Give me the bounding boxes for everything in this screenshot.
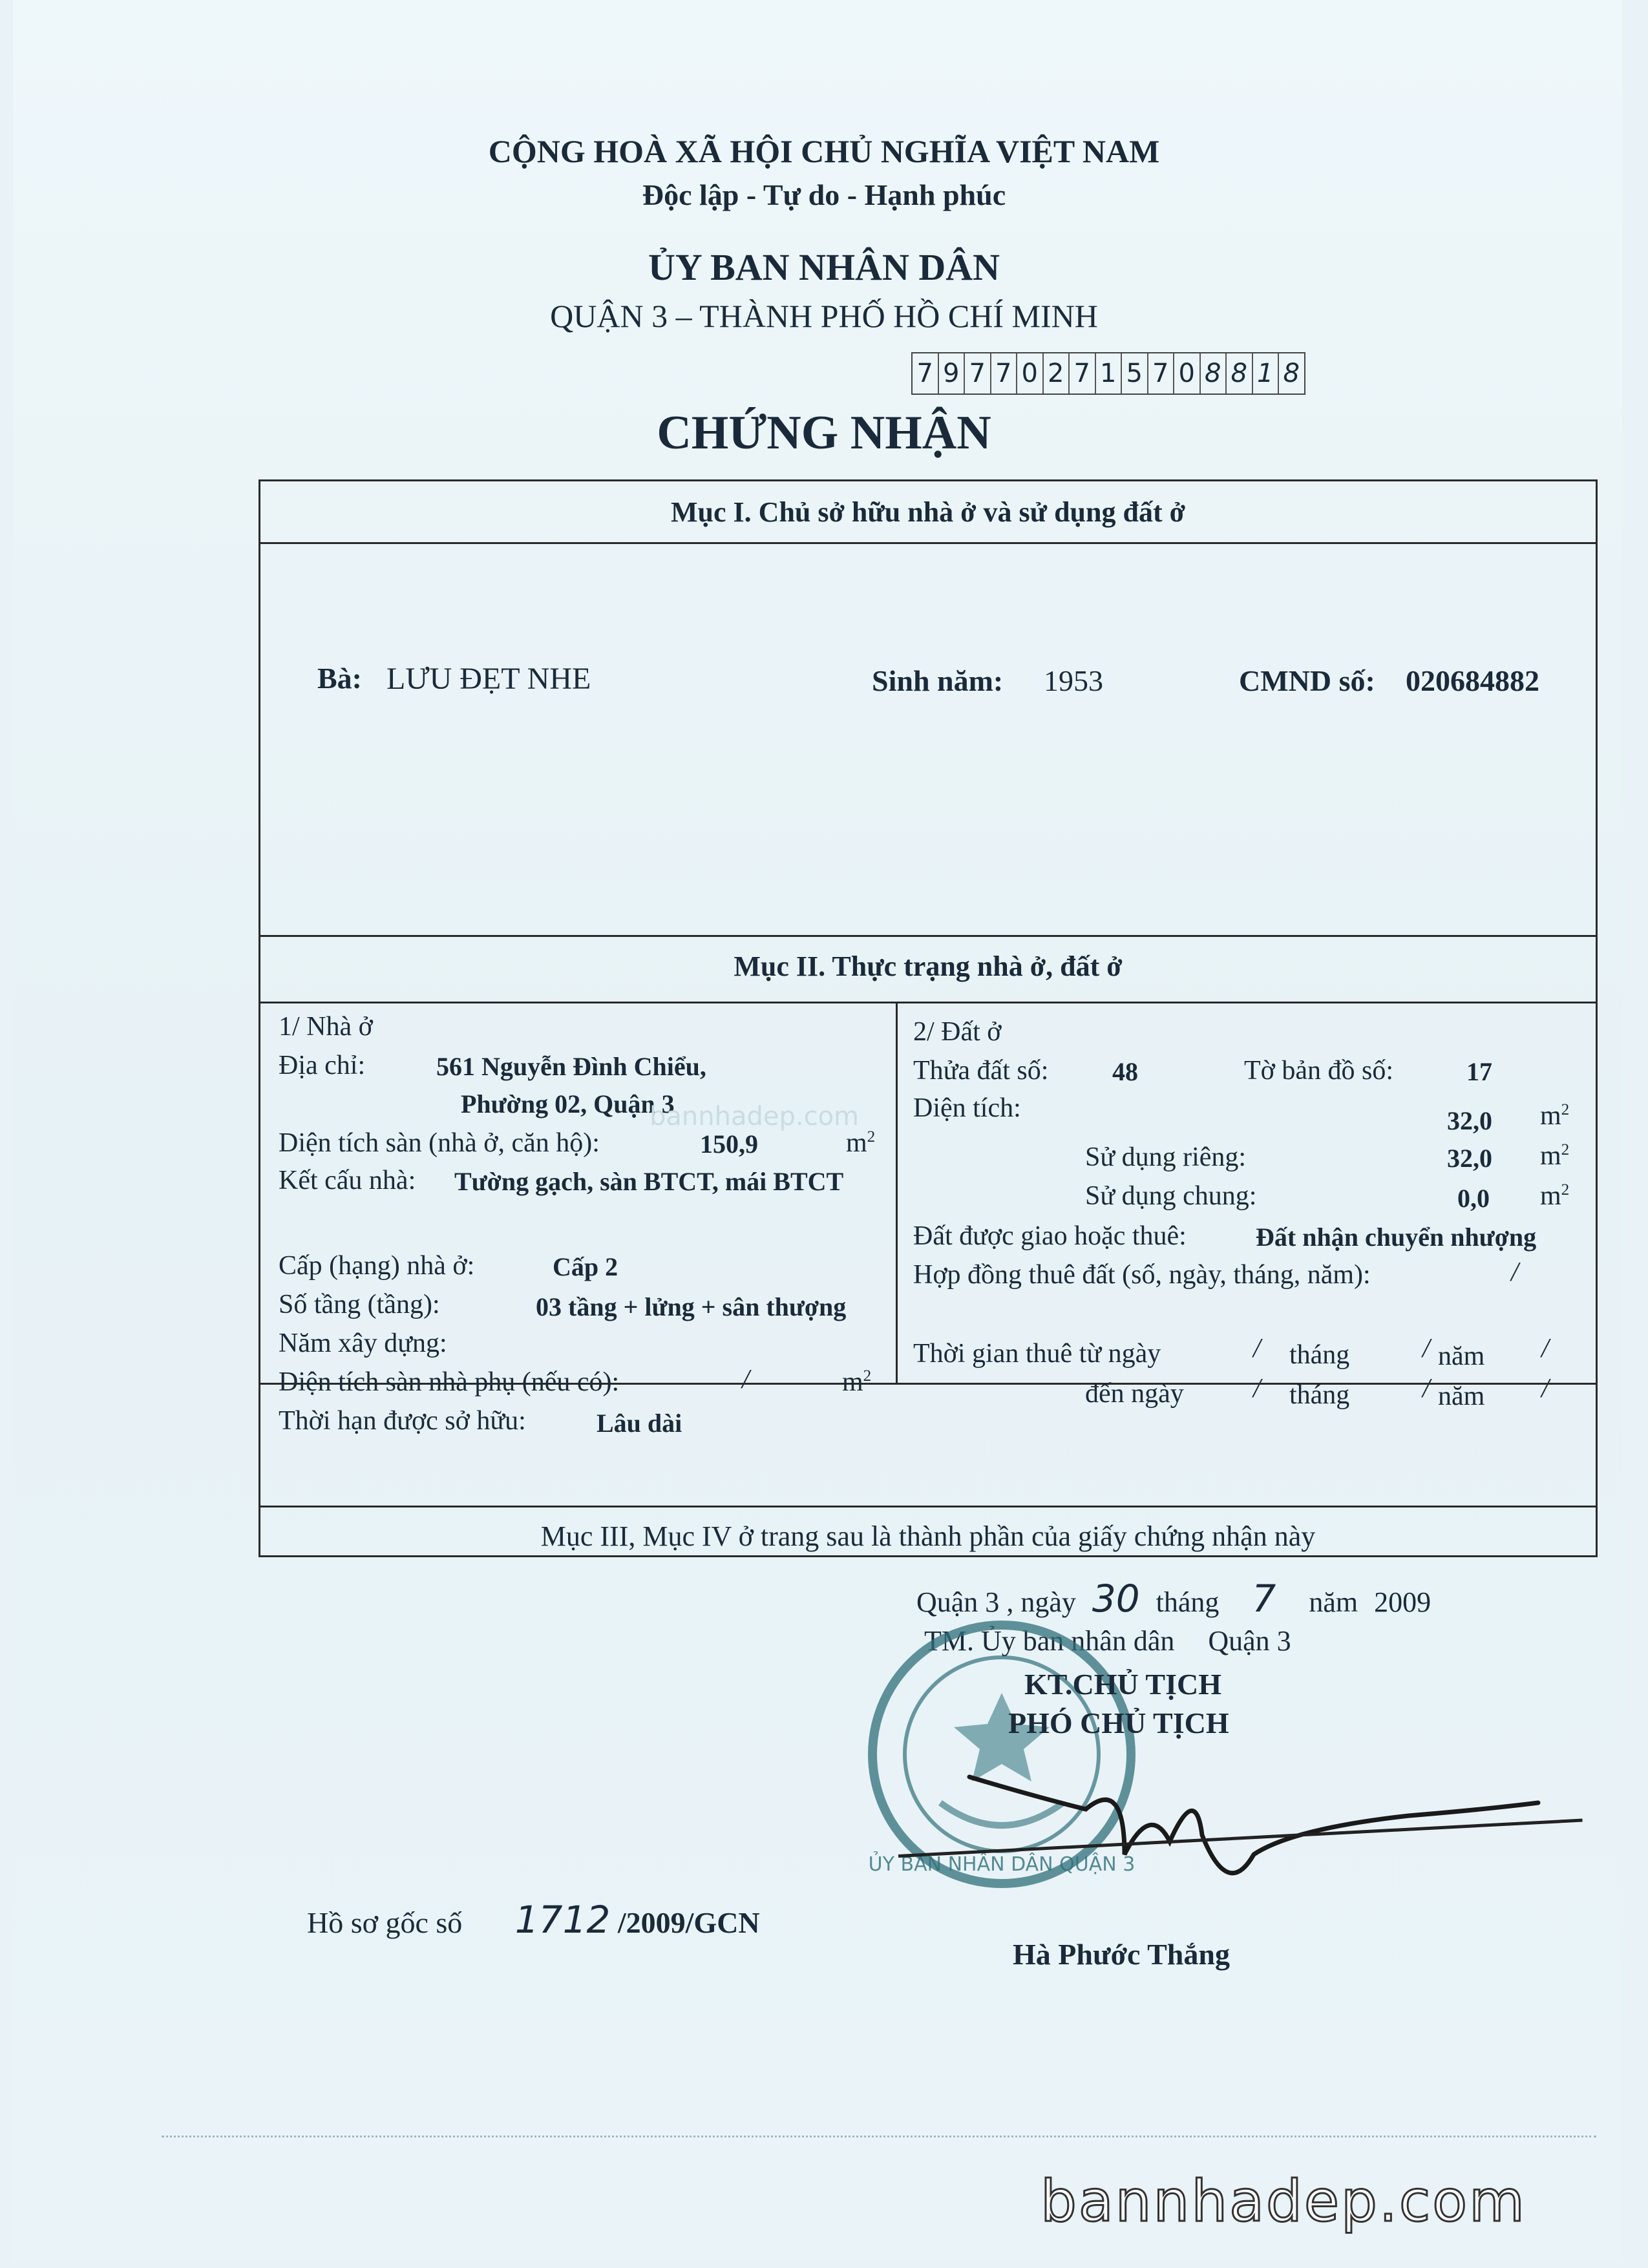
aux-area-unit: $m^2$: [842, 1367, 872, 1397]
site-watermark: bannhadep.com: [1041, 2168, 1527, 2234]
date-line: Quận 3 , ngày 30 tháng 7 năm 2009: [916, 1577, 1431, 1621]
lease-from-label: Thời gian thuê từ ngày: [913, 1339, 1161, 1369]
serial-digit: 8: [1283, 359, 1300, 388]
serial-digit: 1: [1253, 353, 1280, 394]
structure-value: Tường gạch, sàn BTCT, mái BTCT: [454, 1167, 844, 1196]
birth-year: 1953: [1044, 664, 1103, 697]
private-use-label: Sử dụng riêng:: [1085, 1142, 1247, 1172]
tenure-label: Thời hạn được sở hữu:: [279, 1406, 526, 1436]
motto: Độc lập - Tự do - Hạnh phúc: [642, 178, 1006, 211]
serial-digit: 0: [1017, 353, 1044, 394]
address-line-2: Phường 02, Quận 3: [461, 1089, 675, 1118]
floor-area-unit: $m^2$: [846, 1128, 876, 1158]
section-2-title: Mục II. Thực trạng nhà ở, đất ở: [734, 950, 1123, 982]
lease-to-year-label: năm: [1438, 1381, 1485, 1411]
divider: [260, 542, 1596, 544]
serial-digit: 7: [991, 353, 1018, 394]
record-number: Hồ sơ gốc số 1712 /2009/GCN: [307, 1898, 760, 1942]
serial-digit: 7: [1148, 353, 1175, 394]
allocation-label: Đất được giao hoặc thuê:: [913, 1221, 1187, 1251]
lease-from-day: /: [1253, 1334, 1261, 1363]
owner-name: LƯU ĐẸT NHE: [386, 662, 591, 696]
lease-to-month: /: [1422, 1374, 1430, 1403]
map-sheet-value: 17: [1466, 1057, 1492, 1086]
serial-digit: 1: [1096, 353, 1123, 394]
structure-label: Kết cấu nhà:: [279, 1166, 416, 1195]
aux-area-label: Diện tích sàn nhà phụ (nếu có):: [279, 1367, 620, 1397]
on-behalf: TM. Ủy ban nhân dân Quận 3: [924, 1625, 1291, 1657]
divider: [260, 935, 1596, 937]
serial-digit: 7: [965, 353, 991, 394]
land-area-label: Diện tích:: [913, 1093, 1021, 1123]
house-heading: 1/ Nhà ở: [279, 1012, 373, 1042]
signature-scribble: [956, 1758, 1564, 1926]
common-use-unit: $m^2$: [1540, 1181, 1570, 1211]
authority-heading: ỦY BAN NHÂN DÂN: [648, 246, 1000, 288]
grade-value: Cấp 2: [553, 1252, 618, 1281]
divider: [260, 1002, 1596, 1003]
role-line-1: KT.CHỦ TỊCH: [1024, 1668, 1222, 1701]
stamp-text: ỦY BAN NHÂN DÂN QUẬN 3: [868, 1853, 1136, 1876]
district-heading: QUẬN 3 – THÀNH PHỐ HỒ CHÍ MINH: [550, 298, 1098, 334]
serial-digit: 7: [913, 353, 939, 394]
serial-digit: 7: [1070, 353, 1096, 394]
land-area-value: 32,0: [1447, 1106, 1492, 1135]
lease-from-year-label: năm: [1438, 1341, 1485, 1371]
serial-digit: 2: [1044, 353, 1070, 394]
lease-to-day: /: [1253, 1374, 1261, 1403]
id-label: CMND số:: [1239, 664, 1375, 697]
address-line-1: 561 Nguyễn Đình Chiểu,: [436, 1052, 706, 1081]
serial-digit: 8: [1227, 353, 1253, 394]
id-number: 020684882: [1406, 664, 1539, 697]
floor-area-value: 150,9: [700, 1129, 758, 1159]
land-area-unit: $m^2$: [1540, 1101, 1570, 1131]
tenure-value: Lâu dài: [597, 1409, 682, 1438]
column-divider: [896, 1002, 898, 1383]
floors-value: 03 tầng + lửng + sân thượng: [536, 1292, 847, 1321]
signer-name: Hà Phước Thắng: [1013, 1938, 1230, 1971]
lease-to-month-label: tháng: [1289, 1380, 1350, 1410]
divider: [259, 1506, 1598, 1507]
lease-to-year: /: [1541, 1374, 1549, 1403]
private-use-value: 32,0: [1447, 1144, 1492, 1173]
parcel-value: 48: [1112, 1057, 1138, 1086]
small-watermark: bannhadep.com: [650, 1102, 860, 1131]
build-year-label: Năm xây dựng:: [279, 1328, 447, 1358]
serial-digit: 8: [1201, 353, 1227, 394]
aux-area-value: /: [742, 1365, 750, 1394]
section-1-title: Mục I. Chủ sở hữu nhà ở và sử dụng đất ở: [671, 496, 1185, 528]
private-use-unit: $m^2$: [1540, 1141, 1570, 1171]
serial-number: [911, 352, 1305, 395]
dotted-separator: [162, 2136, 1596, 2137]
role-line-2: PHÓ CHỦ TỊCH: [1008, 1706, 1229, 1739]
lease-from-month-label: tháng: [1289, 1340, 1350, 1370]
certificate-title: CHỨNG NHẬN: [657, 406, 991, 459]
lease-contract-value: /: [1511, 1257, 1519, 1287]
country-heading: CỘNG HOÀ XÃ HỘI CHỦ NGHĨA VIỆT NAM: [488, 133, 1160, 169]
floors-label: Số tầng (tầng):: [279, 1290, 440, 1319]
allocation-value: Đất nhận chuyển nhượng: [1256, 1223, 1537, 1252]
lease-from-month: /: [1422, 1334, 1430, 1363]
common-use-label: Sử dụng chung:: [1085, 1181, 1257, 1211]
parcel-label: Thửa đất số:: [913, 1056, 1049, 1086]
footer-note: Mục III, Mục IV ở trang sau là thành phần của giấy chứng nhận này: [540, 1520, 1316, 1552]
owner-label: Bà:: [317, 662, 362, 695]
serial-digit: 0: [1174, 353, 1201, 394]
floor-area-label: Diện tích sàn (nhà ở, căn hộ):: [279, 1128, 600, 1158]
address-label: Địa chỉ:: [279, 1051, 366, 1080]
lease-to-label: đến ngày: [1085, 1379, 1184, 1409]
serial-digit: 5: [1122, 353, 1148, 394]
grade-label: Cấp (hạng) nhà ở:: [279, 1251, 475, 1281]
birth-label: Sinh năm:: [872, 664, 1004, 697]
serial-digit: 9: [939, 353, 966, 394]
map-sheet-label: Tờ bản đồ số:: [1244, 1056, 1394, 1086]
certificate-table: [259, 479, 1598, 1557]
common-use-value: 0,0: [1457, 1184, 1490, 1213]
lease-contract-label: Hợp đồng thuê đất (số, ngày, tháng, năm):: [913, 1260, 1371, 1290]
land-heading: 2/ Đất ở: [913, 1017, 1002, 1047]
lease-from-year: /: [1541, 1334, 1549, 1363]
